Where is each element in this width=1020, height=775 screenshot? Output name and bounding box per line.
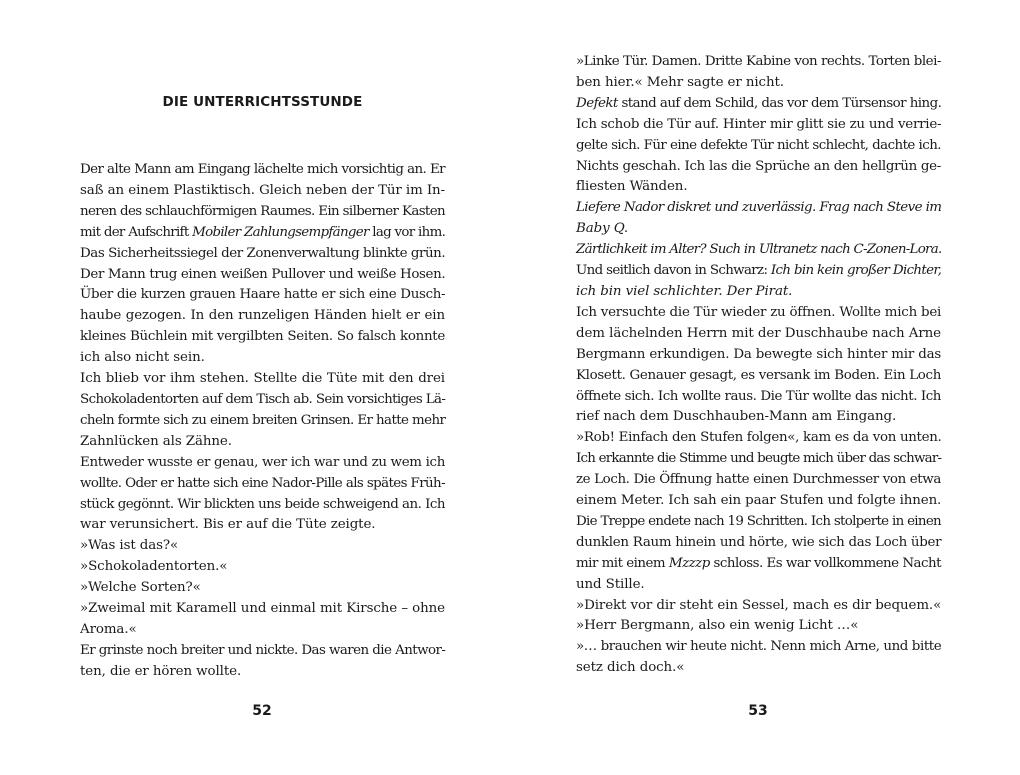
text-line: »Was ist das?« — [80, 538, 179, 554]
text-line: Aroma.« — [80, 621, 137, 637]
text-line — [576, 198, 941, 219]
text-line: cheln formte sich zu einem breiten Grinsen. Er hatte mehr — [80, 412, 446, 428]
text-line: öffnete sich. Ich wollte raus. Die Tür wollte das nicht. Ich — [576, 388, 941, 404]
italic-text: Ich bin kein großer Dichter, — [770, 263, 942, 279]
italic-text: ich bin viel schlichter. Der Pirat. — [576, 283, 793, 299]
text-line: haube gezogen. In den runzeligen Händen hielt er ein — [80, 308, 445, 324]
text-line: Der alte Mann am Eingang lächelte mich vorsichtig an. Er — [80, 162, 445, 177]
text-line: Er grinste noch breiter und nickte. Das waren die Antwor- — [80, 642, 446, 658]
text-line: Ich versuchte die Tür wieder zu öffnen. Wollte mich bei — [576, 304, 942, 320]
text-line: Nichts geschah. Ich las die Sprüche an den hellgrün ge- — [576, 158, 941, 174]
text-line: »Rob! Einfach den Stufen folgen«, kam es da von unten. — [576, 430, 942, 446]
text-line: ben hier.« Mehr sagte er nicht. — [576, 74, 784, 90]
text-line: saß an einem Plastiktisch. Gleich neben der Tür im In- — [80, 182, 445, 198]
text-line: Klosett. Genauer gesagt, es versank im Boden. Ein Loch — [576, 367, 941, 383]
text-line — [576, 240, 941, 261]
text-line: einem Meter. Ich sah ein paar Stufen und folgte ihnen. — [576, 493, 942, 509]
page-number-right: 53 — [748, 703, 768, 719]
text-line: rief nach dem Duschhauben-Mann am Eingang. — [576, 409, 897, 425]
italic-text: Mzzzp — [668, 555, 710, 571]
text-run: stand auf dem Schild, das vor dem Türsensor hing. — [617, 95, 942, 111]
text-line: ten, die er hören wollte. — [80, 663, 242, 679]
text-line: kleines Büchlein mit vergilbten Seiten. So falsch konnte — [80, 329, 445, 345]
text-line: »Herr Bergmann, also ein wenig Licht …« — [576, 618, 859, 634]
italic-text: Mobiler Zahlungsempfänger — [192, 224, 369, 240]
text-line: stück gegönnt. Wir blickten uns beide schweigend an. Ich — [80, 496, 445, 512]
text-line: Das Sicherheitssiegel der Zonenverwaltung blinkte grün. — [80, 245, 446, 261]
text-run: Und seitlich davon in Schwarz: — [576, 263, 771, 279]
text-line: Schokoladentorten auf dem Tisch ab. Sein vorsichtiges Lä- — [80, 391, 446, 407]
text-run: mit der Aufschrift — [80, 224, 193, 240]
text-line: Bergmann erkundigen. Da bewegte sich hinter mir das — [576, 346, 942, 362]
text-line: und Stille. — [576, 576, 645, 592]
text-run: lag vor ihm. — [368, 224, 446, 240]
text-line: Entweder wusste er genau, wer ich war und zu wem ich — [80, 454, 445, 470]
text-line: gelte sich. Für eine defekte Tür nicht schlecht, dachte ich. — [576, 137, 941, 153]
text-line: Die Treppe endete nach 19 Schritten. Ich stolperte in einen — [576, 513, 941, 529]
text-line — [576, 94, 941, 115]
text-line: Der Mann trug einen weißen Pullover und weiße Hosen. — [80, 266, 446, 282]
text-line: »Zweimal mit Karamell und einmal mit Kirsche – ohne — [80, 601, 445, 617]
page-number-left: 52 — [252, 703, 272, 719]
text-line: »Schokoladentorten.« — [80, 559, 228, 575]
text-line: war verunsichert. Bis er auf die Tüte zeigte. — [80, 517, 376, 533]
right-page-body — [576, 52, 941, 679]
text-line: dunklen Raum hinein und hörte, wie sich das Loch über — [576, 534, 942, 550]
left-page-body — [80, 160, 445, 683]
text-line — [576, 219, 941, 240]
text-run: mir mit einem — [576, 555, 669, 571]
text-line: Ich schob die Tür auf. Hinter mir glitt sie zu und verrie- — [576, 116, 942, 132]
text-line: Ich blieb vor ihm stehen. Stellte die Tüte mit den drei — [80, 371, 445, 387]
italic-text: Defekt — [576, 95, 618, 111]
text-line: fliesten Wänden. — [576, 179, 688, 195]
text-line: setz dich doch.« — [576, 660, 685, 676]
text-run: schloss. Es war vollkommene Nacht — [709, 555, 941, 571]
italic-text: Zärtlichkeit im Alter? Such in Ultranetz nach C-Zonen-Lora. — [576, 242, 942, 258]
text-line: Ich erkannte die Stimme und beugte mich über das schwar- — [576, 451, 942, 467]
italic-text: Liefere Nador diskret und zuverlässig. Frag nach Steve im — [576, 200, 942, 216]
text-line: wollte. Oder er hatte sich eine Nador-Pille als spätes Früh- — [80, 475, 445, 491]
text-line: neren des schlauchförmigen Raumes. Ein silberner Kasten — [80, 203, 445, 219]
text-line — [576, 261, 941, 282]
chapter-title: DIE UNTERRICHTSSTUNDE — [162, 94, 363, 110]
text-line: ich also nicht sein. — [80, 350, 205, 366]
text-line: Zahnlücken als Zähne. — [80, 433, 232, 449]
text-line: »Linke Tür. Damen. Dritte Kabine von rechts. Torten blei- — [576, 54, 941, 69]
text-line: dem lächelnden Herrn mit der Duschhaube nach Arne — [576, 325, 941, 341]
text-line: »Direkt vor dir steht ein Sessel, mach es dir bequem.« — [576, 597, 942, 613]
text-line — [576, 282, 941, 303]
text-line: ze Loch. Die Öffnung hatte einen Durchmesser von etwa — [576, 472, 941, 488]
text-line — [80, 223, 445, 244]
text-line: »… brauchen wir heute nicht. Nenn mich Arne, und bitte — [576, 639, 942, 655]
text-line — [576, 554, 941, 575]
right-page — [510, 0, 1020, 775]
italic-text: Baby Q. — [576, 221, 629, 237]
text-line: »Welche Sorten?« — [80, 580, 201, 596]
text-line: Über die kurzen grauen Haare hatte er sich eine Dusch- — [80, 287, 446, 303]
